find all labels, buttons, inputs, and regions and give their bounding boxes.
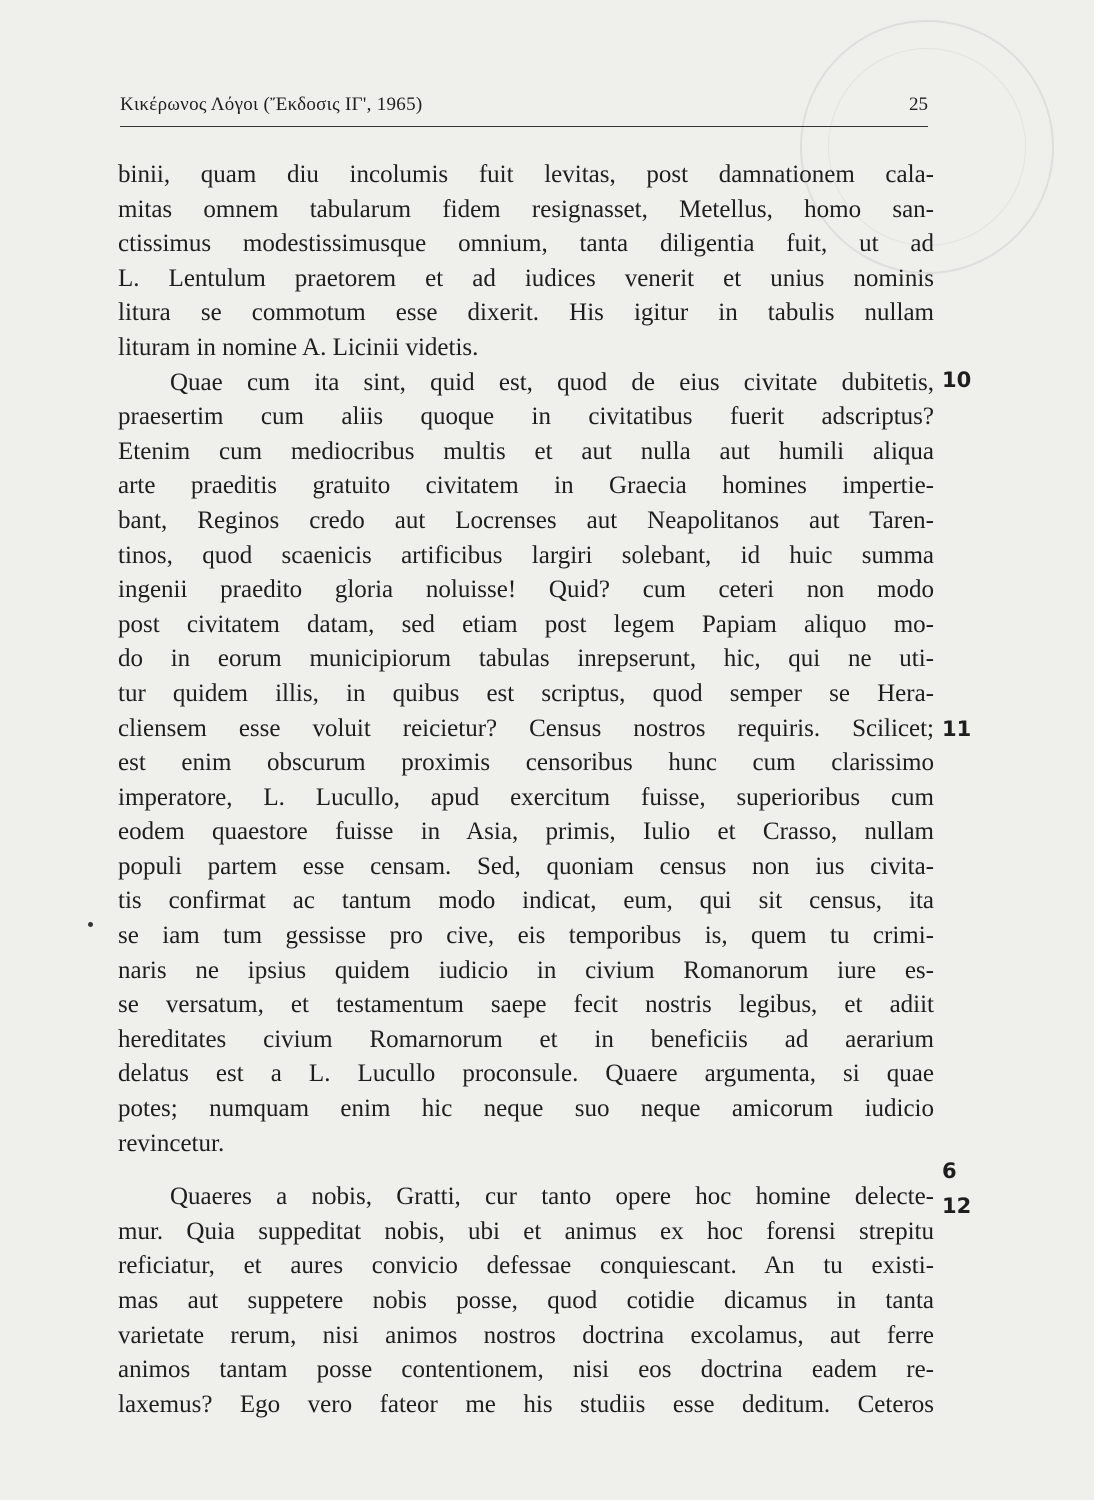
text-line: hereditates civium Romarnorum et in beneficiis ad aerarium (118, 1025, 934, 1053)
text-line: tinos, quod scaenicis artificibus largiri solebant, id huic summa (118, 541, 934, 569)
text-line: Quae cum ita sint, quid est, quod de eius civitate dubitetis, (170, 368, 934, 396)
margin-chapter-number: 6 (942, 1159, 957, 1183)
page-header (120, 92, 928, 127)
text-line: varietate rerum, nisi animos nostros doctrina excolamus, aut ferre (118, 1321, 934, 1349)
text-line: laxemus? Ego vero fateor me his studiis esse deditum. Ceteros (118, 1390, 934, 1418)
text-line: tur quidem illis, in quibus est scriptus, quod semper se Hera- (118, 679, 934, 707)
text-line: litura se commotum esse dixerit. His igitur in tabulis nullam (118, 299, 934, 327)
text-line: est enim obscurum proximis censoribus hunc cum clarissimo (118, 749, 934, 777)
body-text (118, 158, 934, 1422)
text-line: bant, Reginos credo aut Locrenses aut Neapolitanos aut Taren- (118, 506, 934, 534)
text-line: Etenim cum mediocribus multis et aut nulla aut humili aliqua (118, 437, 934, 465)
margin-mark (88, 922, 93, 927)
text-line: praesertim cum aliis quoque in civitatibus fuerit adscriptus? (118, 403, 934, 431)
text-line: cliensem esse voluit reicietur? Census nostros requiris. Scilicet; (118, 714, 934, 742)
text-line: ctissimus modestissimusque omnium, tanta diligentia fuit, ut ad (118, 230, 934, 258)
margin-section-number: 11 (942, 717, 972, 741)
text-line: arte praeditis gratuito civitatem in Graecia homines impertie- (118, 472, 934, 500)
text-line: eodem quaestore fuisse in Asia, primis, Iulio et Crasso, nullam (118, 818, 934, 846)
text-line: imperatore, L. Lucullo, apud exercitum fuisse, superioribus cum (118, 783, 934, 811)
text-line: se versatum, et testamentum saepe fecit nostris legibus, et adiit (118, 991, 934, 1019)
page-number: 25 (909, 94, 928, 115)
margin-section-number: 10 (942, 368, 972, 392)
text-line: lituram in nomine A. Licinii videtis. (118, 333, 479, 361)
text-line: tis confirmat ac tantum modo indicat, eum, qui sit census, ita (118, 887, 934, 915)
text-line: mas aut suppetere nobis posse, quod cotidie dicamus in tanta (118, 1287, 934, 1314)
margin-section-number: 12 (942, 1194, 972, 1218)
running-head: Κικέρωνος Λόγοι (Ἔκδοσις ΙΓ', 1965) (120, 94, 423, 115)
text-line: binii, quam diu incolumis fuit levitas, post damnationem cala- (118, 161, 934, 188)
text-line: L. Lentulum praetorem et ad iudices venerit et unius nominis (118, 264, 934, 292)
text-line: mitas omnem tabularum fidem resignasset, Metellus, homo san- (118, 195, 934, 223)
text-line: revincetur. (118, 1129, 225, 1157)
text-line: Quaeres a nobis, Gratti, cur tanto opere hoc homine delecte- (170, 1183, 934, 1211)
text-line: naris ne ipsius quidem iudicio in civium Romanorum iure es- (118, 956, 934, 984)
text-line: post civitatem datam, sed etiam post legem Papiam aliquo mo- (118, 610, 934, 638)
text-line: do in eorum municipiorum tabulas inrepserunt, hic, qui ne uti- (118, 645, 934, 673)
text-line: ingenii praedito gloria noluisse! Quid? cum ceteri non modo (118, 576, 934, 604)
text-line: populi partem esse censam. Sed, quoniam census non ius civita- (118, 852, 934, 880)
text-line: mur. Quia suppeditat nobis, ubi et animus ex hoc forensi strepitu (118, 1217, 934, 1245)
text-line: se iam tum gessisse pro cive, eis temporibus is, quem tu crimi- (118, 922, 934, 950)
text-line: reficiatur, et aures convicio defessae conquiescant. An tu existi- (118, 1252, 934, 1280)
text-line: potes; numquam enim hic neque suo neque amicorum iudicio (118, 1095, 934, 1123)
text-line: animos tantam posse contentionem, nisi eos doctrina eadem re- (118, 1356, 934, 1384)
text-line: delatus est a L. Lucullo proconsule. Quaere argumenta, si quae (118, 1060, 934, 1088)
